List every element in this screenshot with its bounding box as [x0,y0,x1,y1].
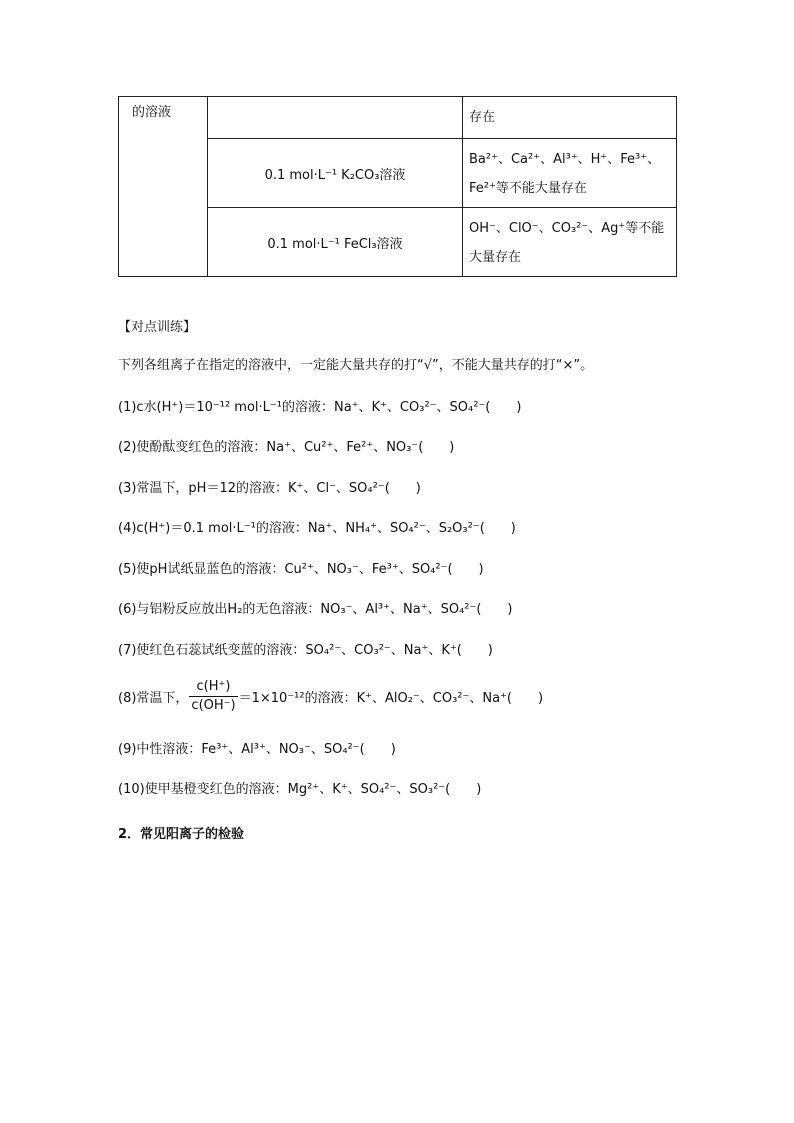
table-cell-note: Ba²⁺、Ca²⁺、Al³⁺、H⁺、Fe³⁺、Fe²⁺等不能大量存在 [463,139,677,208]
question-2: (2)使酚酞变红色的溶液：Na⁺、Cu²⁺、Fe²⁺、NO₃⁻( ) [118,440,455,455]
table-cell-solution: 0.1 mol·L⁻¹ FeCl₃溶液 [208,208,463,277]
question-5: (5)使pH试纸显蓝色的溶液：Cu²⁺、NO₃⁻、Fe³⁺、SO₄²⁻( ) [118,562,484,577]
question-1: (1)c水(H⁺)＝10⁻¹² mol·L⁻¹的溶液：Na⁺、K⁺、CO₃²⁻、SO₄²⁻( ) [118,400,522,415]
question-10: (10)使甲基橙变红色的溶液：Mg²⁺、K⁺、SO₄²⁻、SO₃²⁻( ) [118,782,482,797]
question-8 [118,679,543,719]
fraction-denominator: c(OH⁻) [191,698,236,713]
question-3: (3)常温下，pH＝12的溶液：K⁺、Cl⁻、SO₄²⁻( ) [118,481,421,496]
question-7: (7)使红色石蕊试纸变蓝的溶液：SO₄²⁻、CO₃²⁻、Na⁺、K⁺( ) [118,643,493,658]
practice-heading: 【对点训练】 [118,320,197,335]
table-cell-category: 的溶液 [119,97,208,277]
concentration-ratio-fraction [189,679,237,714]
question-8-lead: (8)常温下， [118,691,189,706]
question-6: (6)与铝粉反应放出H₂的无色溶液：NO₃⁻、Al³⁺、Na⁺、SO₄²⁻( ) [118,602,513,617]
fraction-numerator: c(H⁺) [189,679,237,697]
question-4: (4)c(H⁺)＝0.1 mol·L⁻¹的溶液：Na⁺、NH₄⁺、SO₄²⁻、S₂O₃²⁻( ) [118,521,516,536]
question-9: (9)中性溶液：Fe³⁺、Al³⁺、NO₃⁻、SO₄²⁻( ) [118,742,396,757]
table-cell-solution: 0.1 mol·L⁻¹ K₂CO₃溶液 [208,139,463,208]
ion-coexistence-table [118,96,677,277]
table-cell-note: 存在 [463,97,677,139]
table-row [119,97,677,139]
section-title: 2．常见阳离子的检验 [118,827,245,842]
table-cell-solution [208,97,463,139]
practice-intro: 下列各组离子在指定的溶液中，一定能大量共存的打“√”，不能大量共存的打“×”。 [118,358,594,373]
question-8-trail: ＝1×10⁻¹²的溶液：K⁺、AlO₂⁻、CO₃²⁻、Na⁺( ) [238,691,544,706]
table-cell-note: OH⁻、ClO⁻、CO₃²⁻、Ag⁺等不能大量存在 [463,208,677,277]
